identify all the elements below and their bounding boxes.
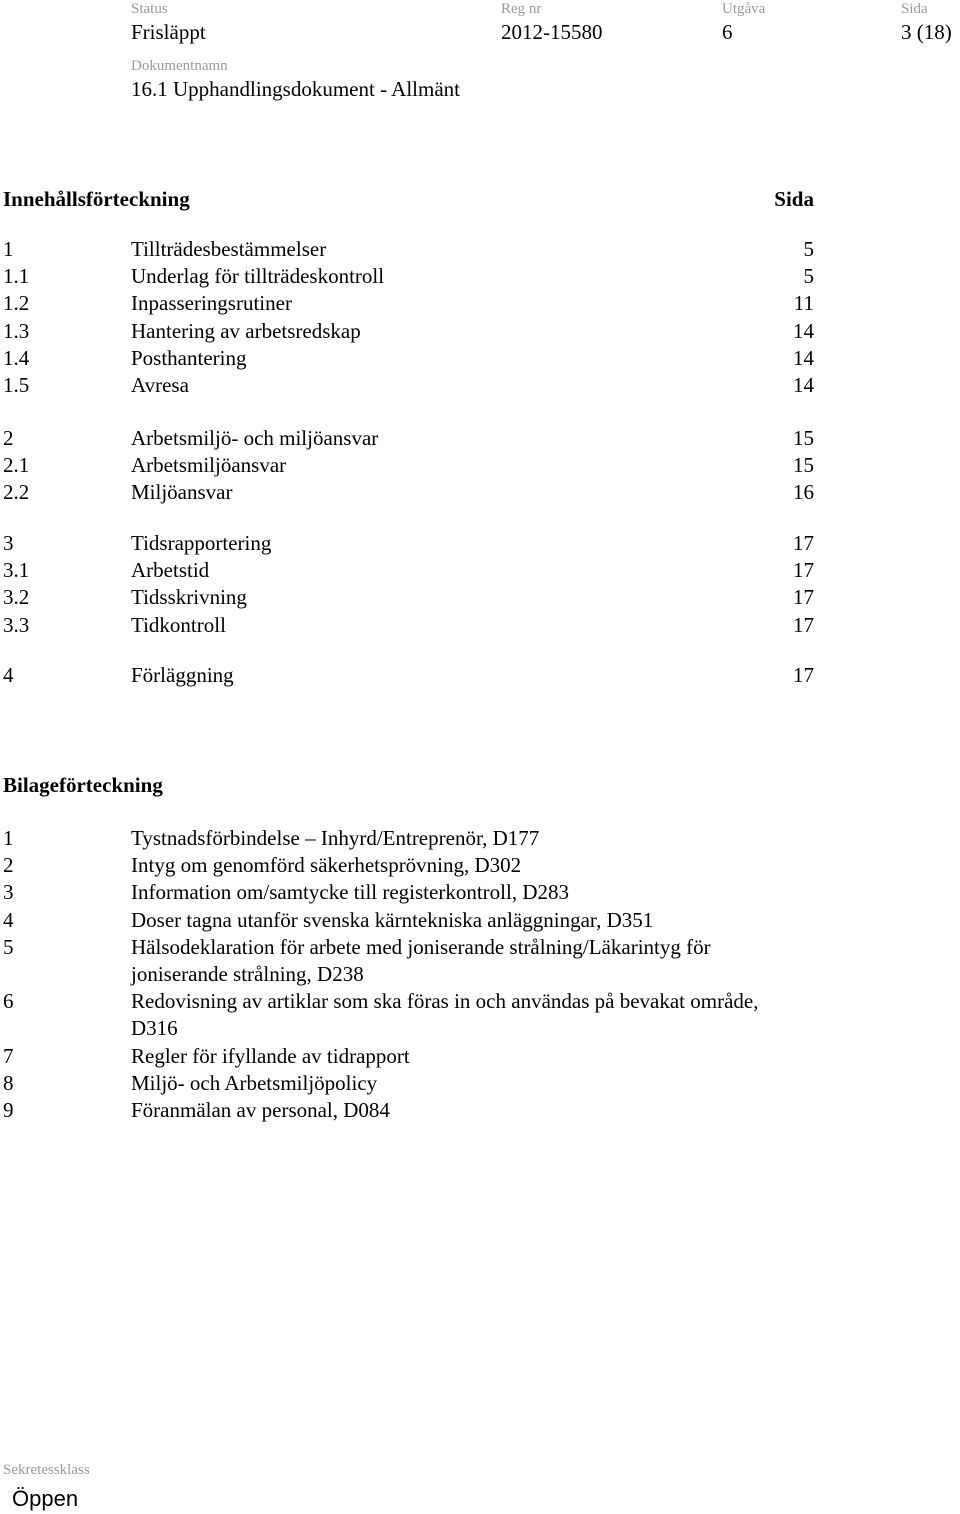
toc-title: Inpasseringsrutiner (131, 291, 292, 316)
toc-title: Miljöansvar (131, 480, 233, 505)
sekretessklass-label: Sekretessklass (3, 1462, 90, 1478)
toc-row[interactable] (0, 290, 960, 317)
appendix-number: 4 (3, 907, 14, 932)
toc-title: Arbetstid (131, 558, 210, 583)
appendix-number: 9 (3, 1098, 14, 1122)
appendix-text: Regler för ifyllande av tidrapport (131, 1043, 410, 1068)
appendix-number: 5 (3, 934, 14, 959)
appendix-number: 6 (3, 989, 14, 1014)
sida-value: 3 (18) (901, 20, 952, 44)
toc-page-number: 14 (793, 345, 814, 370)
toc-page-number: 17 (793, 558, 814, 583)
toc-row[interactable] (0, 612, 960, 639)
toc-number: 3.1 (3, 558, 30, 583)
toc-row[interactable] (0, 662, 960, 689)
appendix-item (0, 1070, 960, 1097)
toc-page-number: 17 (793, 531, 814, 555)
appendix-text: joniserande strålning, D238 (131, 962, 364, 986)
toc-number: 3.3 (3, 612, 30, 637)
appendix-text: Föranmälan av personal, D084 (131, 1098, 390, 1122)
toc-number: 2.2 (3, 480, 30, 505)
toc-title: Tidsskrivning (131, 585, 247, 610)
toc-number: 1.5 (3, 373, 30, 397)
toc-page-number: 11 (793, 291, 814, 316)
utgava-label: Utgåva (722, 1, 766, 17)
toc-number: 1 (3, 237, 14, 261)
toc-page-number: 15 (793, 453, 814, 478)
appendix-text: Tystnadsförbindelse – Inhyrd/Entreprenör, D177 (131, 826, 540, 850)
toc-page-number: 17 (793, 663, 814, 687)
toc-row[interactable] (0, 557, 960, 584)
dokumentnamn-value: 16.1 Upphandlingsdokument - Allmänt (131, 77, 460, 101)
sekretessklass-value: Öppen (12, 1486, 79, 1511)
toc-page-number: 15 (793, 426, 814, 450)
toc-title: Tidsrapportering (131, 531, 272, 555)
toc-page-number: 17 (793, 612, 814, 637)
status-label: Status (131, 1, 168, 17)
appendix-text: Intyg om genomförd säkerhetsprövning, D302 (131, 853, 522, 878)
toc-page-number: 5 (803, 264, 814, 289)
appendix-item (0, 1043, 960, 1070)
toc-title: Tidkontroll (131, 612, 226, 637)
toc-page-number: 14 (793, 318, 814, 343)
toc-row[interactable] (0, 452, 960, 479)
status-value: Frisläppt (131, 20, 206, 44)
toc-number: 2 (3, 426, 14, 450)
toc-row[interactable] (0, 345, 960, 372)
appendix-number: 8 (3, 1070, 14, 1095)
appendix-item (0, 1097, 960, 1124)
toc-row[interactable] (0, 584, 960, 611)
appendix-text: Miljö- och Arbetsmiljöpolicy (131, 1070, 378, 1095)
toc-row[interactable] (0, 479, 960, 506)
regnr-label: Reg nr (501, 1, 542, 17)
appendix-number: 3 (3, 880, 14, 905)
appendix-text: D316 (131, 1016, 178, 1041)
toc-row[interactable] (0, 372, 960, 399)
appendix-number: 1 (3, 826, 14, 850)
appendix-number: 7 (3, 1043, 14, 1068)
toc-page-number: 14 (793, 373, 814, 397)
regnr-value: 2012-15580 (501, 20, 603, 44)
toc-number: 3 (3, 531, 14, 555)
dokumentnamn-label: Dokumentnamn (131, 58, 228, 74)
utgava-value: 6 (722, 20, 733, 44)
toc-number: 1.3 (3, 318, 30, 343)
appendix-number: 2 (3, 853, 14, 878)
toc-title: Hantering av arbetsredskap (131, 318, 361, 343)
toc-number: 4 (3, 663, 14, 687)
appendix-text: Doser tagna utanför svenska kärntekniska anläggningar, D351 (131, 907, 654, 932)
appendix-text: Hälsodeklaration för arbete med joniserande strålning/Läkarintyg för (131, 934, 711, 959)
toc-title: Tillträdesbestämmelser (131, 237, 327, 261)
toc-row[interactable] (0, 236, 960, 263)
toc-page-heading: Sida (774, 187, 814, 211)
toc-row[interactable] (0, 530, 960, 557)
toc-page-number: 17 (793, 585, 814, 610)
toc-row[interactable] (0, 263, 960, 290)
appendix-item (0, 988, 960, 1015)
toc-title: Förläggning (131, 663, 234, 687)
toc-number: 2.1 (3, 453, 30, 478)
toc-row[interactable] (0, 318, 960, 345)
toc-number: 1.4 (3, 345, 30, 370)
appendix-item (0, 825, 960, 852)
toc-title: Underlag för tillträdeskontroll (131, 264, 385, 289)
toc-title: Avresa (131, 373, 189, 397)
appendix-item-continuation (0, 961, 960, 988)
toc-row[interactable] (0, 425, 960, 452)
toc-page-number: 5 (803, 237, 814, 261)
appendix-item (0, 907, 960, 934)
sida-label: Sida (901, 1, 928, 17)
appendix-text: Information om/samtycke till registerkontroll, D283 (131, 880, 569, 905)
toc-number: 1.1 (3, 264, 30, 289)
toc-heading: Innehållsförteckning (3, 187, 190, 211)
toc-title: Arbetsmiljöansvar (131, 453, 287, 478)
appendix-item (0, 934, 960, 961)
appendix-item-continuation (0, 1015, 960, 1042)
toc-title: Posthantering (131, 345, 247, 370)
toc-number: 1.2 (3, 291, 30, 316)
appendix-item (0, 879, 960, 906)
toc-title: Arbetsmiljö- och miljöansvar (131, 426, 379, 450)
appendix-text: Redovisning av artiklar som ska föras in och användas på bevakat område, (131, 989, 759, 1014)
toc-number: 3.2 (3, 585, 30, 610)
toc-page-number: 16 (793, 480, 814, 505)
bilagor-heading: Bilageförteckning (3, 773, 163, 797)
appendix-item (0, 852, 960, 879)
